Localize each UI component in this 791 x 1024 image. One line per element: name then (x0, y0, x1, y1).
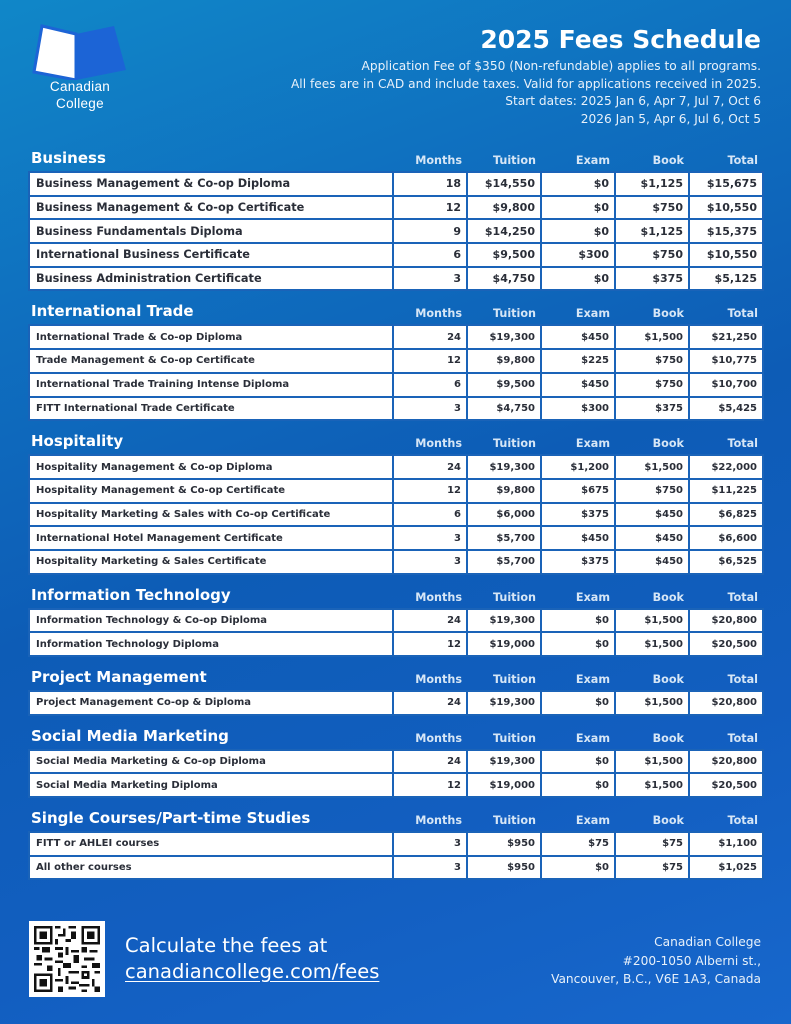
cell-book: $450 (615, 550, 689, 574)
address-line-city: Vancouver, B.C., V6E 1A3, Canada (551, 972, 761, 986)
program-name: Project Management Co-op & Diploma (29, 691, 393, 715)
cell-total: $6,825 (689, 503, 763, 527)
cell-tuition: $9,500 (467, 243, 541, 267)
column-header-exam: Exam (575, 673, 610, 686)
cell-exam: $375 (541, 550, 615, 574)
column-header-exam: Exam (575, 731, 610, 745)
table-row (29, 325, 763, 349)
cell-exam: $1,200 (541, 455, 615, 479)
cell-months: 24 (393, 455, 467, 479)
column-header-months: Months (415, 154, 462, 167)
cell-tuition: $9,800 (467, 349, 541, 373)
cell-exam: $675 (541, 479, 615, 503)
cell-total: $6,600 (689, 526, 763, 550)
section-title: Hospitality (31, 432, 124, 451)
cell-exam: $75 (541, 832, 615, 856)
cell-exam: $450 (541, 325, 615, 349)
cell-tuition: $4,750 (467, 397, 541, 421)
cell-total: $5,125 (689, 267, 763, 291)
program-name: Social Media Marketing Diploma (29, 773, 393, 797)
program-name: Hospitality Marketing & Sales with Co-op Certificate (29, 503, 393, 527)
cell-book: $1,500 (615, 609, 689, 633)
column-header-tuition: Tuition (492, 154, 536, 167)
cell-tuition: $19,300 (467, 455, 541, 479)
cell-book: $450 (615, 526, 689, 550)
cell-total: $10,775 (689, 349, 763, 373)
column-header-tuition: Tuition (492, 307, 536, 321)
cell-total: $20,800 (689, 609, 763, 633)
program-name: Hospitality Marketing & Sales Certificate (29, 550, 393, 574)
cell-exam: $0 (541, 267, 615, 291)
cell-tuition: $950 (467, 832, 541, 856)
cell-tuition: $19,000 (467, 773, 541, 797)
section-title: International Trade (31, 302, 194, 321)
cell-book: $750 (615, 373, 689, 397)
program-name: Information Technology Diploma (29, 632, 393, 656)
cell-months: 24 (393, 750, 467, 774)
cell-tuition: $5,700 (467, 526, 541, 550)
cell-book: $1,500 (615, 455, 689, 479)
column-header-total: Total (727, 437, 758, 451)
fees-table (28, 324, 764, 421)
column-header-total: Total (727, 814, 758, 828)
program-name: Hospitality Management & Co-op Diploma (29, 455, 393, 479)
cell-months: 3 (393, 267, 467, 291)
cell-book: $1,500 (615, 773, 689, 797)
column-header-months: Months (415, 814, 462, 828)
cell-tuition: $19,000 (467, 632, 541, 656)
table-row (29, 773, 763, 797)
calc-text: Calculate the fees at (125, 934, 328, 957)
cell-months: 12 (393, 773, 467, 797)
cell-months: 3 (393, 550, 467, 574)
column-header-months: Months (415, 437, 462, 451)
cell-tuition: $19,300 (467, 325, 541, 349)
qr-code-icon (34, 926, 100, 992)
cell-tuition: $19,300 (467, 691, 541, 715)
program-name: International Business Certificate (29, 243, 393, 267)
cell-total: $20,500 (689, 632, 763, 656)
cell-months: 6 (393, 373, 467, 397)
program-name: International Trade & Co-op Diploma (29, 325, 393, 349)
cell-book: $1,500 (615, 691, 689, 715)
cell-months: 24 (393, 691, 467, 715)
cell-total: $10,550 (689, 196, 763, 220)
logo-text-line1: Canadian (49, 79, 111, 94)
cell-book: $1,125 (615, 172, 689, 196)
cell-exam: $0 (541, 196, 615, 220)
fees-table (28, 749, 764, 798)
section-business (28, 146, 762, 291)
logo-text (30, 78, 130, 112)
column-header-book: Book (652, 307, 684, 321)
cell-months: 12 (393, 349, 467, 373)
program-name: International Hotel Management Certificate (29, 526, 393, 550)
column-header-tuition: Tuition (492, 437, 536, 451)
cell-book: $750 (615, 479, 689, 503)
cell-total: $1,100 (689, 832, 763, 856)
column-header-book: Book (652, 731, 684, 745)
section-social-media-marketing (28, 724, 762, 798)
column-header-book: Book (652, 814, 684, 828)
section-header (28, 583, 762, 608)
table-row (29, 267, 763, 291)
program-name: Trade Management & Co-op Certificate (29, 349, 393, 373)
cell-total: $6,525 (689, 550, 763, 574)
cell-tuition: $9,800 (467, 196, 541, 220)
cell-exam: $0 (541, 219, 615, 243)
column-header-book: Book (652, 437, 684, 451)
cell-book: $375 (615, 397, 689, 421)
table-row (29, 397, 763, 421)
cell-total: $1,025 (689, 856, 763, 880)
cell-total: $22,000 (689, 455, 763, 479)
section-international-trade (28, 299, 762, 421)
table-row (29, 856, 763, 880)
cell-exam: $0 (541, 609, 615, 633)
section-header (28, 299, 762, 324)
section-title: Single Courses/Part-time Studies (31, 809, 311, 828)
column-header-total: Total (727, 307, 758, 321)
cell-tuition: $19,300 (467, 609, 541, 633)
cell-book: $1,500 (615, 632, 689, 656)
section-header (28, 806, 762, 831)
section-title: Information Technology (31, 585, 231, 604)
cell-months: 18 (393, 172, 467, 196)
cell-tuition: $19,300 (467, 750, 541, 774)
program-name: International Trade Training Intense Diploma (29, 373, 393, 397)
column-header-total: Total (727, 154, 758, 167)
section-title: Business (31, 149, 106, 167)
program-name: All other courses (29, 856, 393, 880)
fees-table (28, 454, 764, 574)
address-line-name: Canadian College (654, 935, 761, 949)
column-header-exam: Exam (575, 814, 610, 828)
cell-total: $5,425 (689, 397, 763, 421)
column-header-exam: Exam (575, 307, 610, 321)
table-row (29, 243, 763, 267)
cell-total: $10,700 (689, 373, 763, 397)
page-title: 2025 Fees Schedule (480, 25, 761, 54)
cell-total: $11,225 (689, 479, 763, 503)
cell-tuition: $9,500 (467, 373, 541, 397)
header-note-currency: All fees are in CAD and include taxes. Valid for applications received in 2025. (290, 76, 761, 91)
cell-book: $1,500 (615, 325, 689, 349)
cell-months: 3 (393, 832, 467, 856)
program-name: Social Media Marketing & Co-op Diploma (29, 750, 393, 774)
cell-months: 24 (393, 609, 467, 633)
table-row (29, 832, 763, 856)
table-row (29, 196, 763, 220)
cell-total: $21,250 (689, 325, 763, 349)
fees-table (28, 171, 764, 291)
table-row (29, 219, 763, 243)
cell-total: $20,800 (689, 691, 763, 715)
cell-exam: $0 (541, 632, 615, 656)
table-row (29, 632, 763, 656)
cell-months: 6 (393, 503, 467, 527)
column-header-exam: Exam (575, 154, 610, 167)
table-row (29, 550, 763, 574)
section-header (28, 724, 762, 749)
column-header-total: Total (727, 731, 758, 745)
cell-tuition: $6,000 (467, 503, 541, 527)
column-header-exam: Exam (575, 437, 610, 451)
column-header-months: Months (415, 590, 462, 604)
cell-exam: $0 (541, 750, 615, 774)
section-project-management (28, 665, 762, 716)
cell-exam: $375 (541, 503, 615, 527)
column-header-tuition: Tuition (492, 673, 536, 686)
table-row (29, 750, 763, 774)
cell-total: $20,800 (689, 750, 763, 774)
cell-tuition: $4,750 (467, 267, 541, 291)
column-header-book: Book (652, 154, 684, 167)
cell-book: $75 (615, 856, 689, 880)
cell-exam: $225 (541, 349, 615, 373)
cell-months: 12 (393, 479, 467, 503)
cell-tuition: $9,800 (467, 479, 541, 503)
column-header-tuition: Tuition (492, 590, 536, 604)
program-name: Information Technology & Co-op Diploma (29, 609, 393, 633)
cell-book: $1,500 (615, 750, 689, 774)
cell-tuition: $5,700 (467, 550, 541, 574)
cell-exam: $0 (541, 691, 615, 715)
table-row (29, 455, 763, 479)
program-name: FITT International Trade Certificate (29, 397, 393, 421)
fee-calculator-callout (125, 933, 379, 985)
column-header-exam: Exam (575, 590, 610, 604)
cell-total: $15,675 (689, 172, 763, 196)
college-address (551, 933, 761, 989)
column-header-months: Months (415, 731, 462, 745)
cell-exam: $300 (541, 397, 615, 421)
canadian-college-logo (30, 24, 130, 116)
cell-exam: $300 (541, 243, 615, 267)
section-information-technology (28, 583, 762, 657)
section-header (28, 665, 762, 690)
cell-total: $15,375 (689, 219, 763, 243)
cell-exam: $450 (541, 526, 615, 550)
open-book-logo-icon (32, 24, 128, 80)
cell-tuition: $14,250 (467, 219, 541, 243)
column-header-months: Months (415, 307, 462, 321)
section-header (28, 146, 762, 171)
cell-book: $1,125 (615, 219, 689, 243)
cell-book: $750 (615, 349, 689, 373)
cell-exam: $0 (541, 172, 615, 196)
fees-table (28, 690, 764, 716)
fee-sections (28, 146, 762, 888)
column-header-tuition: Tuition (492, 731, 536, 745)
cell-months: 9 (393, 219, 467, 243)
qr-code[interactable] (29, 921, 105, 997)
fees-calculator-link[interactable]: canadiancollege.com/fees (125, 960, 380, 983)
cell-tuition: $950 (467, 856, 541, 880)
column-header-total: Total (727, 590, 758, 604)
program-name: Business Fundamentals Diploma (29, 219, 393, 243)
address-line-street: #200-1050 Alberni st., (622, 953, 761, 968)
fees-table (28, 608, 764, 657)
table-row (29, 691, 763, 715)
fees-table (28, 831, 764, 880)
cell-total: $20,500 (689, 773, 763, 797)
cell-total: $10,550 (689, 243, 763, 267)
cell-exam: $0 (541, 773, 615, 797)
cell-months: 3 (393, 526, 467, 550)
table-row (29, 373, 763, 397)
header (291, 24, 761, 128)
section-title: Project Management (31, 668, 207, 686)
column-header-book: Book (652, 673, 684, 686)
table-row (29, 172, 763, 196)
header-note-start-dates-2025: Start dates: 2025 Jan 6, Apr 7, Jul 7, Oct 6 (505, 94, 761, 108)
cell-months: 12 (393, 632, 467, 656)
cell-book: $75 (615, 832, 689, 856)
logo-text-line2: College (56, 96, 104, 111)
cell-book: $750 (615, 196, 689, 220)
column-header-tuition: Tuition (492, 814, 536, 828)
cell-months: 6 (393, 243, 467, 267)
column-header-total: Total (727, 673, 758, 686)
cell-months: 3 (393, 397, 467, 421)
cell-months: 24 (393, 325, 467, 349)
cell-book: $450 (615, 503, 689, 527)
program-name: Business Administration Certificate (29, 267, 393, 291)
cell-months: 12 (393, 196, 467, 220)
table-row (29, 609, 763, 633)
cell-tuition: $14,550 (467, 172, 541, 196)
header-note-start-dates-2026: 2026 Jan 5, Apr 6, Jul 6, Oct 5 (580, 111, 761, 126)
column-header-book: Book (652, 590, 684, 604)
cell-exam: $0 (541, 856, 615, 880)
program-name: Hospitality Management & Co-op Certificate (29, 479, 393, 503)
table-row (29, 503, 763, 527)
table-row (29, 526, 763, 550)
program-name: FITT or AHLEI courses (29, 832, 393, 856)
header-note-application-fee: Application Fee of $350 (Non-refundable) applies to all programs. (361, 59, 761, 73)
cell-months: 3 (393, 856, 467, 880)
program-name: Business Management & Co-op Certificate (29, 196, 393, 220)
section-title: Social Media Marketing (31, 726, 229, 745)
table-row (29, 349, 763, 373)
cell-exam: $450 (541, 373, 615, 397)
table-row (29, 479, 763, 503)
section-header (28, 429, 762, 454)
program-name: Business Management & Co-op Diploma (29, 172, 393, 196)
cell-book: $750 (615, 243, 689, 267)
cell-book: $375 (615, 267, 689, 291)
section-hospitality (28, 429, 762, 574)
column-header-months: Months (415, 673, 462, 686)
section-single-courses-part-time-studies (28, 806, 762, 880)
